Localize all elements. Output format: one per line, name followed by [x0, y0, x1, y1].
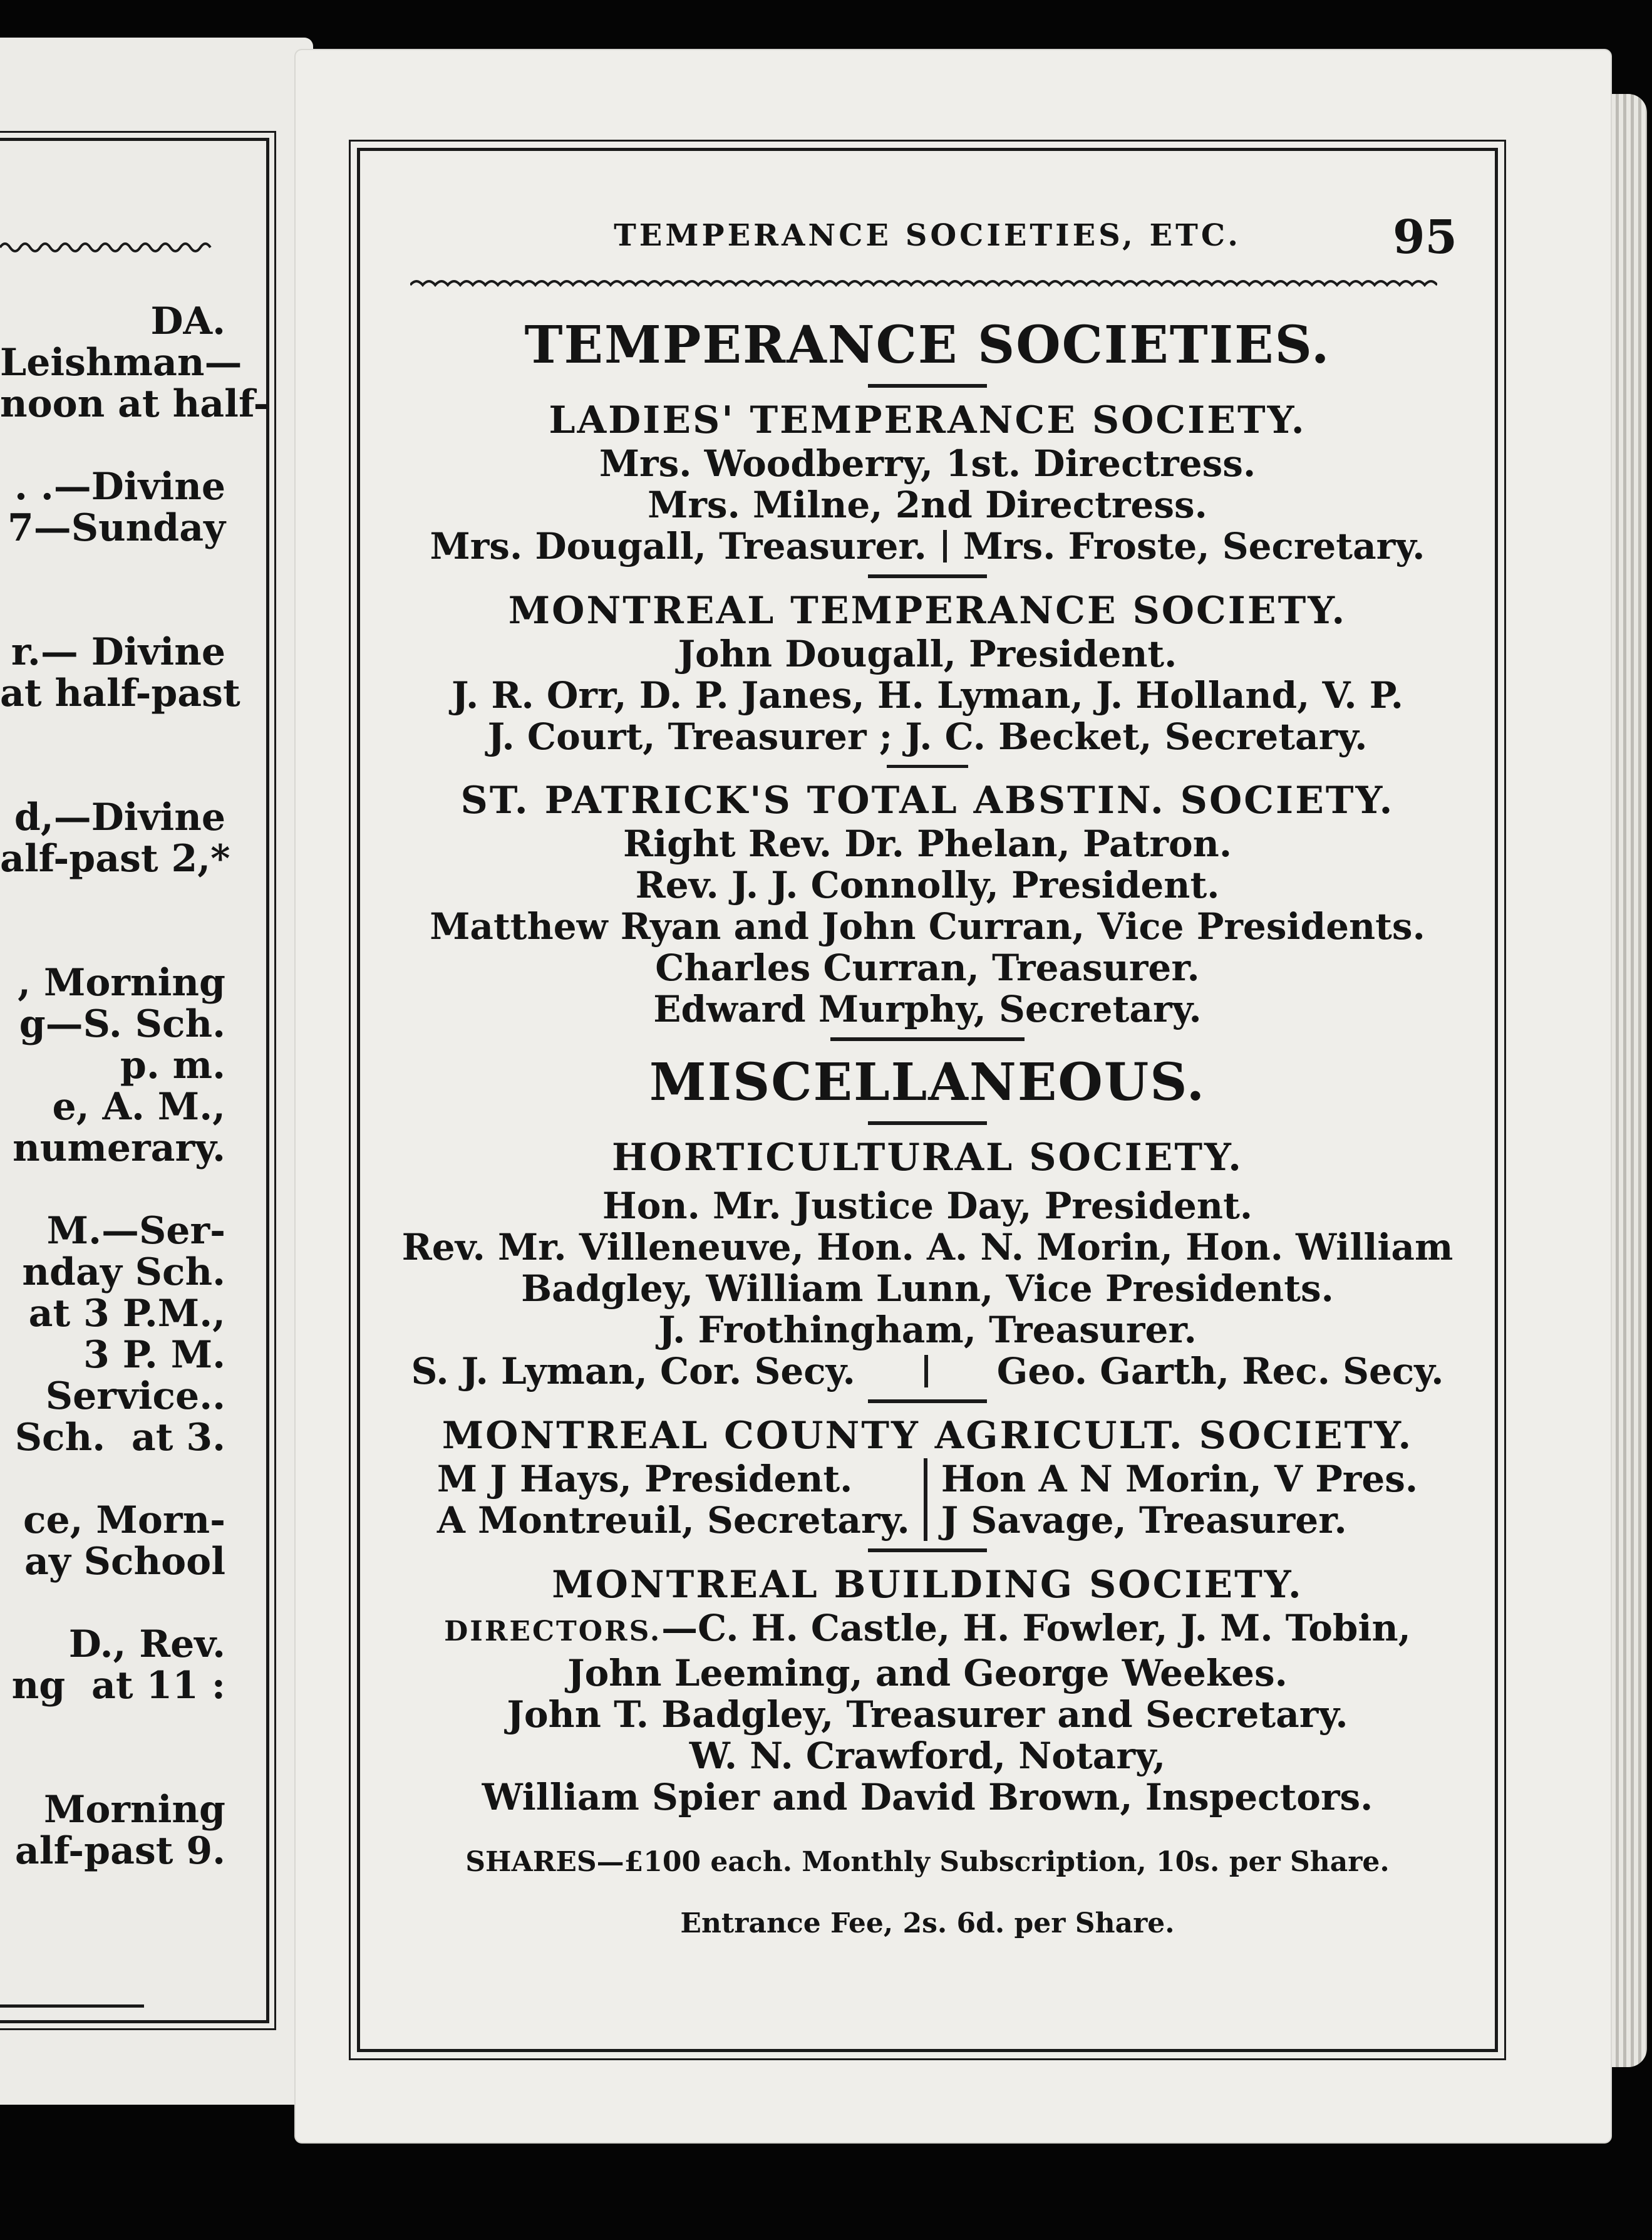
previous-page-line [0, 1582, 225, 1624]
horticultural-president: Hon. Mr. Justice Day, President. [602, 1185, 1253, 1227]
horticultural-secretaries-row [373, 1351, 1482, 1392]
previous-page-text [0, 299, 269, 1873]
previous-page-line: , Morning [18, 961, 225, 1005]
building-society-title: MONTREAL BUILDING SOCIETY. [552, 1563, 1303, 1607]
previous-page-line: 3 P. M. [83, 1333, 225, 1377]
previous-page-line [0, 879, 225, 921]
previous-page-line [0, 755, 225, 797]
horticultural-vice-presidents-2: Badgley, William Lunn, Vice Presidents. [521, 1267, 1334, 1310]
previous-page-line: at half-past [0, 671, 240, 715]
previous-page-line: Service.. [45, 1374, 225, 1418]
previous-page-line [0, 1169, 225, 1210]
previous-page-line [0, 590, 225, 631]
previous-page-line [0, 1748, 225, 1789]
previous-page-line: M.—Ser- [46, 1209, 225, 1253]
previous-page-line: g—S. Sch. [19, 1002, 225, 1046]
previous-page-line: nday Sch. [22, 1250, 225, 1294]
ladies-society-title: LADIES' TEMPERANCE SOCIETY. [549, 398, 1306, 442]
previous-page-rule [0, 2004, 144, 2008]
divider [887, 765, 968, 768]
previous-page-line: Morning [43, 1788, 225, 1832]
page-border [357, 148, 1498, 2052]
agricultural-officers [373, 1458, 1482, 1541]
previous-page-line: DA. [150, 299, 225, 343]
previous-page-line: ay School [24, 1540, 225, 1584]
montreal-temperance-title: MONTREAL TEMPERANCE SOCIETY. [508, 589, 1347, 633]
st-patrick-patron: Right Rev. Dr. Phelan, Patron. [622, 822, 1232, 865]
previous-page-line: r.— Divine [11, 630, 225, 674]
building-notary: W. N. Crawford, Notary, [689, 1734, 1166, 1777]
previous-page-line: e, A. M., [52, 1085, 225, 1129]
horticultural-treasurer: J. Frothingham, Treasurer. [658, 1309, 1197, 1351]
previous-page-line: . .—Divine [14, 465, 225, 509]
column-separator [924, 1458, 927, 1541]
directors-label: DIRECTORS. [444, 1615, 662, 1647]
divider [868, 384, 987, 388]
ladies-treasurer: Mrs. Dougall, Treasurer. [430, 525, 927, 568]
previous-page-line: p. m. [120, 1044, 225, 1087]
montreal-temperance-vice-presidents: J. R. Orr, D. P. Janes, H. Lyman, J. Holland, V. P. [452, 674, 1403, 717]
horticultural-rec-secretary: Geo. Garth, Rec. Secy. [996, 1350, 1444, 1392]
column-separator [924, 1355, 928, 1387]
main-page [296, 50, 1611, 2142]
agricultural-president: M J Hays, President. [436, 1458, 853, 1500]
divider [868, 1121, 987, 1125]
divider [868, 1399, 987, 1403]
section-title-miscellaneous: MISCELLANEOUS. [649, 1052, 1206, 1112]
previous-page-line: alf-past 2,* [0, 837, 230, 881]
agricultural-treasurer: J Savage, Treasurer. [941, 1499, 1347, 1542]
agricultural-vice-president: Hon A N Morin, V Pres. [941, 1458, 1418, 1500]
building-inspectors: William Spier and David Brown, Inspectors. [482, 1776, 1373, 1818]
previous-page-line [0, 1458, 225, 1500]
previous-page-wavy-rule [0, 238, 213, 257]
agricultural-left-column [437, 1458, 910, 1541]
building-directors-cont: John Leeming, and George Weekes. [567, 1652, 1288, 1694]
page-number: 95 [1393, 210, 1457, 264]
previous-page-line [0, 425, 225, 466]
divider [868, 1548, 987, 1552]
page-body [373, 314, 1482, 1968]
previous-page-line: Leishman— [0, 341, 242, 385]
previous-page-line: at 3 P.M., [28, 1292, 225, 1335]
agricultural-secretary: A Montreuil, Secretary. [436, 1499, 910, 1542]
previous-page-line [0, 921, 225, 962]
st-patrick-title: ST. PATRICK'S TOTAL ABSTIN. SOCIETY. [460, 779, 1395, 822]
previous-page [0, 38, 313, 2105]
building-treasurer-secretary: John T. Badgley, Treasurer and Secretary. [507, 1693, 1348, 1736]
st-patrick-secretary: Edward Murphy, Secretary. [653, 988, 1202, 1030]
ladies-second-directress: Mrs. Milne, 2nd Directress. [648, 484, 1207, 526]
st-patrick-treasurer: Charles Curran, Treasurer. [655, 946, 1200, 989]
divider [830, 1037, 1025, 1041]
previous-page-line: d,—Divine [14, 796, 225, 839]
horticultural-vice-presidents-1: Rev. Mr. Villeneuve, Hon. A. N. Morin, Hon. William [401, 1226, 1453, 1268]
running-title: TEMPERANCE SOCIETIES, ETC. [614, 218, 1241, 253]
agricultural-title: MONTREAL COUNTY AGRICULT. SOCIETY. [441, 1414, 1413, 1458]
column-separator [943, 530, 947, 563]
previous-page-line: numerary. [13, 1126, 225, 1170]
building-shares: SHARES—£100 each. Monthly Subscription, 10s. per Share. [465, 1846, 1390, 1878]
st-patrick-vice-presidents: Matthew Ryan and John Curran, Vice Presidents. [430, 905, 1425, 948]
previous-page-line [0, 1706, 225, 1748]
divider [868, 574, 987, 578]
previous-page-line: ce, Morn- [23, 1498, 225, 1542]
horticultural-cor-secretary: S. J. Lyman, Cor. Secy. [411, 1350, 855, 1392]
horticultural-title: HORTICULTURAL SOCIETY. [611, 1136, 1244, 1180]
running-head [373, 210, 1482, 264]
montreal-temperance-president: John Dougall, President. [678, 633, 1177, 675]
wavy-rule [410, 276, 1437, 294]
previous-page-line [0, 714, 225, 755]
ladies-first-directress: Mrs. Woodberry, 1st. Directress. [599, 442, 1256, 485]
previous-page-line: alf-past 9. [14, 1829, 225, 1873]
section-title-temperance: TEMPERANCE SOCIETIES. [524, 315, 1331, 375]
agricultural-right-column [941, 1458, 1418, 1541]
previous-page-line: D., Rev. [68, 1622, 225, 1666]
previous-page-line [0, 549, 225, 590]
montreal-temperance-treasurer-secretary: J. Court, Treasurer ; J. C. Becket, Secretary. [487, 715, 1368, 758]
building-entrance-fee: Entrance Fee, 2s. 6d. per Share. [680, 1907, 1175, 1939]
ladies-secretary: Mrs. Froste, Secretary. [963, 525, 1425, 568]
previous-page-line: 7—Sunday [7, 506, 225, 550]
directors-names: —C. H. Castle, H. Fowler, J. M. Tobin, [661, 1607, 1411, 1649]
st-patrick-president: Rev. J. J. Connolly, President. [635, 864, 1220, 906]
previous-page-line: Sch. at 3. [14, 1416, 225, 1460]
previous-page-line: ng at 11 : [11, 1664, 225, 1708]
ladies-officers-row [373, 526, 1482, 567]
building-directors [373, 1607, 1482, 1652]
previous-page-line: noon at half- [0, 382, 269, 426]
